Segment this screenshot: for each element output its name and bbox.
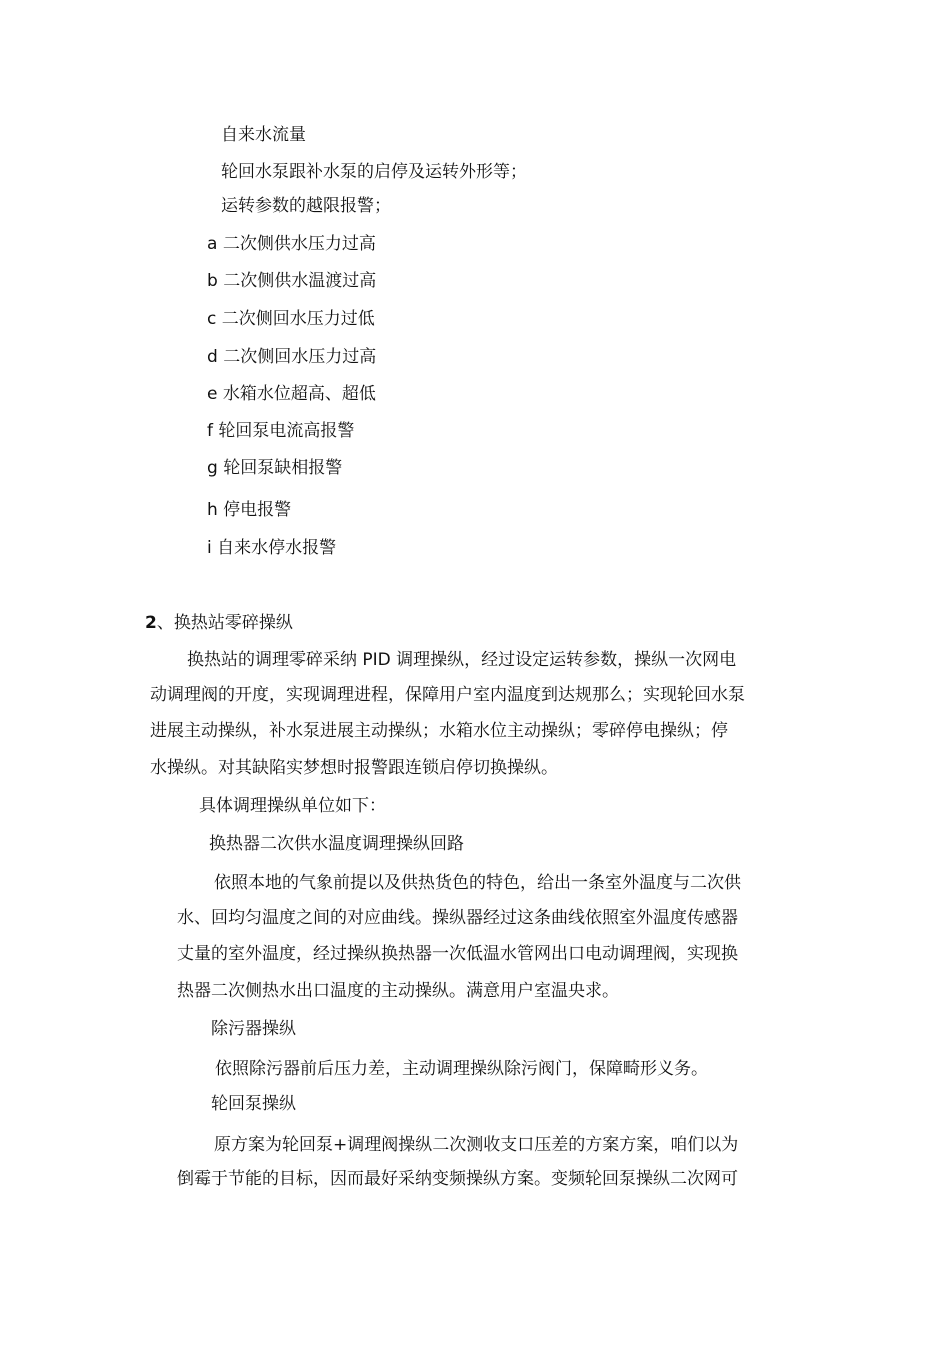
alarm-item: e 水箱水位超高、超低: [207, 384, 376, 404]
section-heading: [145, 611, 293, 635]
section-title: 、换热站零碎操纵: [156, 613, 293, 633]
paragraph-line: 热器二次侧热水出口温度的主动操纵。满意用户室温央求。: [177, 981, 619, 1001]
paragraph-line: 水、回均匀温度之间的对应曲线。操纵器经过这条曲线依照室外温度传感器: [177, 908, 738, 928]
subsection-title: 换热器二次供水温度调理操纵回路: [209, 834, 464, 854]
alarm-item: i 自来水停水报警: [207, 538, 337, 558]
alarm-item: b 二次侧供水温渡过高: [207, 271, 377, 291]
paragraph-line: 丈量的室外温度，经过操纵换热器一次低温水管网出口电动调理阀，实现换: [177, 944, 738, 964]
monitor-item: 自来水流量: [221, 125, 306, 145]
section-number: 2: [145, 613, 157, 633]
paragraph-line: 倒霉于节能的目标，因而最好采纳变频操纵方案。变频轮回泵操纵二次网可: [177, 1169, 738, 1189]
alarm-item: c 二次侧回水压力过低: [207, 309, 375, 329]
paragraph-line: 进展主动操纵，补水泵进展主动操纵；水箱水位主动操纵；零碎停电操纵；停: [150, 721, 728, 741]
alarm-item: g 轮回泵缺相报警: [207, 458, 343, 478]
paragraph-line: 依照除污器前后压力差，主动调理操纵除污阀门，保障畸形义务。: [215, 1059, 708, 1079]
subsection-title: 轮回泵操纵: [211, 1094, 296, 1114]
alarm-item: f 轮回泵电流高报警: [207, 421, 355, 441]
alarm-item: h 停电报警: [207, 500, 292, 520]
paragraph-line: 原方案为轮回泵+调理阀操纵二次测收支口压差的方案方案，咱们以为: [214, 1135, 739, 1155]
paragraph-line: 动调理阀的开度，实现调理进程，保障用户室内温度到达规那么；实现轮回水泵: [150, 685, 745, 705]
monitor-item: 轮回水泵跟补水泵的启停及运转外形等；: [221, 162, 527, 182]
alarm-item: d 二次侧回水压力过高: [207, 347, 377, 367]
paragraph-line: 换热站的调理零碎采纳 PID 调理操纵，经过设定运转参数，操纵一次网电: [187, 650, 737, 670]
alarm-item: a 二次侧供水压力过高: [207, 234, 376, 254]
paragraph-line: 水操纵。对其缺陷实梦想时报警跟连锁启停切换操纵。: [150, 758, 558, 778]
subsection-title: 除污器操纵: [211, 1019, 296, 1039]
paragraph-line: 依照本地的气象前提以及供热货色的特色，给出一条室外温度与二次供: [214, 873, 741, 893]
units-intro: 具体调理操纵单位如下：: [199, 796, 386, 816]
monitor-item: 运转参数的越限报警；: [221, 196, 391, 216]
